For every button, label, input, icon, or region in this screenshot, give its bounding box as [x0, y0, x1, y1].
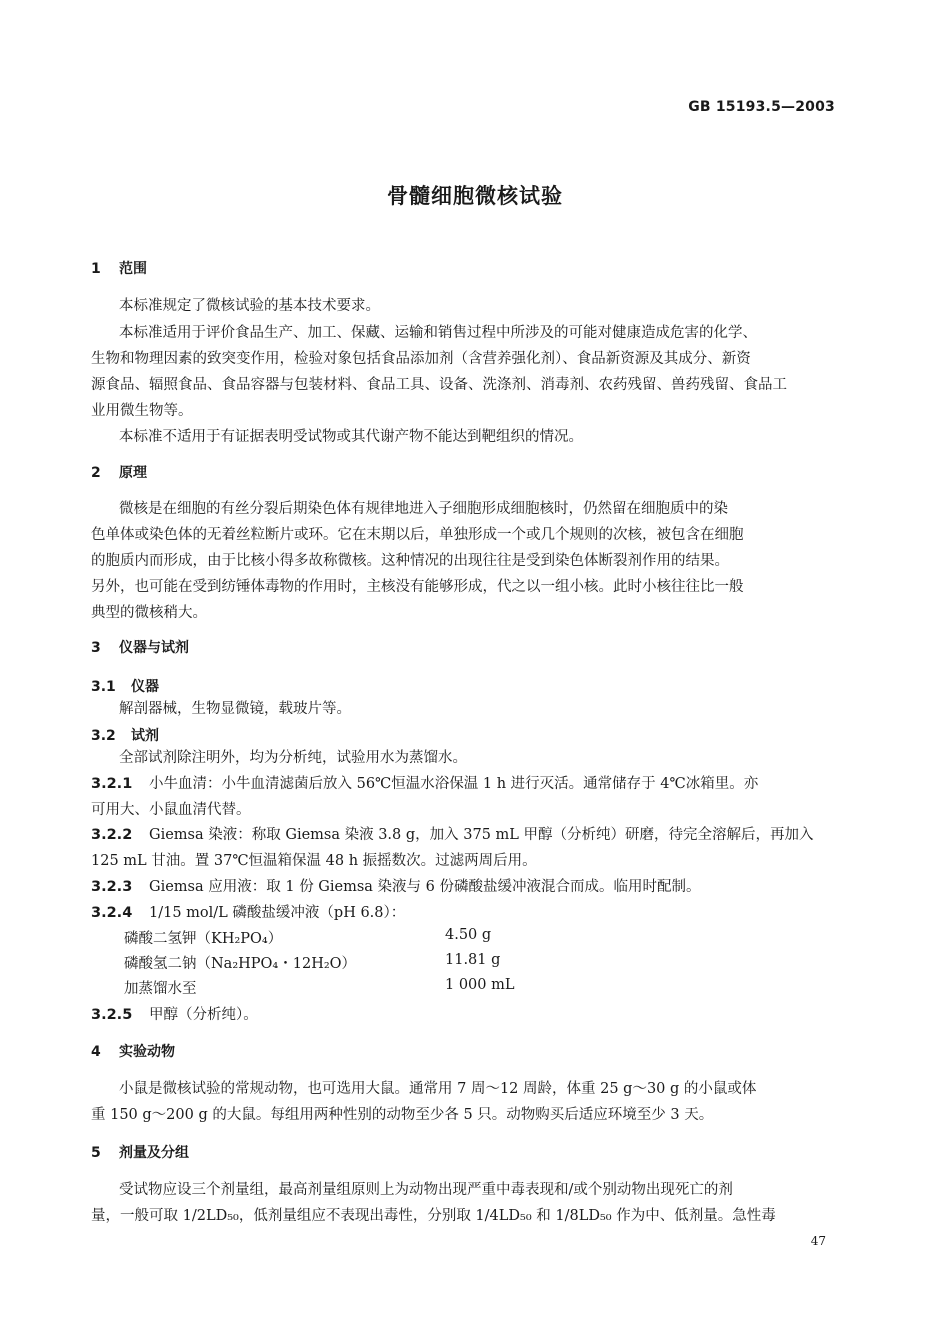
reagent-amount: 11.81 g: [445, 952, 501, 968]
paragraph-line: 本标准不适用于有证据表明受试物或其代谢产物不能达到靶组织的情况。: [119, 429, 583, 445]
section-2-heading: [91, 462, 147, 482]
reagent-name: 磷酸氢二钠（Na₂HPO₄・12H₂O）: [124, 956, 357, 972]
section-title: 仪器: [131, 679, 159, 695]
page-number: 47: [810, 1234, 826, 1248]
paragraph-line: 源食品、辐照食品、食品容器与包装材料、食品工具、设备、洗涤剂、消毒剂、农药残留、兽药残留、食品工: [91, 377, 787, 393]
reagent-amount: 1 000 mL: [445, 977, 515, 993]
clause-number: 3.2.5: [91, 1007, 133, 1023]
section-number: 4: [91, 1044, 101, 1060]
paragraph-line: 另外，也可能在受到纺锤体毒物的作用时，主核没有能够形成，代之以一组小核。此时小核往往比一般: [91, 579, 744, 595]
paragraph-line: 生物和物理因素的致突变作用，检验对象包括食品添加剂（含营养强化剂）、食品新资源及其成分、新资: [91, 351, 751, 367]
clause-3-2-1: [91, 772, 758, 793]
section-number: 2: [91, 465, 101, 481]
paragraph-line: 微核是在细胞的有丝分裂后期染色体有规律地进入子细胞形成细胞核时，仍然留在细胞质中的染: [119, 501, 728, 517]
clause-text: Giemsa 染液：称取 Giemsa 染液 3.8 g，加入 375 mL 甲醇（分析纯）研磨，待完全溶解后，再加入: [149, 827, 814, 843]
paragraph-line: 125 mL 甘油。置 37℃恒温箱保温 48 h 振摇数次。过滤两周后用。: [91, 853, 537, 869]
clause-text: 小牛血清：小牛血清滤菌后放入 56℃恒温水浴保温 1 h 进行灭活。通常储存于 4℃冰箱里。亦: [149, 776, 759, 792]
paragraph-line: 重 150 g～200 g 的大鼠。每组用两种性别的动物至少各 5 只。动物购买后适应环境至少 3 天。: [91, 1107, 714, 1123]
reagent-amount: 4.50 g: [445, 927, 492, 943]
section-3-1-heading: [91, 676, 159, 696]
section-number: 1: [91, 261, 101, 277]
paragraph-line: 受试物应设三个剂量组，最高剂量组原则上为动物出现严重中毒表现和/或个别动物出现死亡的剂: [119, 1182, 733, 1198]
section-title: 试剂: [131, 728, 159, 744]
paragraph-line: 的胞质内而形成，由于比核小得多故称微核。这种情况的出现往往是受到染色体断裂剂作用的结果。: [91, 553, 729, 569]
section-5-heading: [91, 1142, 189, 1162]
paragraph-line: 全部试剂除注明外，均为分析纯，试验用水为蒸馏水。: [119, 750, 467, 766]
clause-number: 3.2.2: [91, 827, 133, 843]
section-number: 5: [91, 1145, 101, 1161]
section-title: 实验动物: [119, 1044, 175, 1060]
reagent-name: 加蒸馏水至: [124, 981, 197, 997]
paragraph-line: 色单体或染色体的无着丝粒断片或环。它在末期以后，单独形成一个或几个规则的次核，被包含在细胞: [91, 527, 744, 543]
clause-text: 甲醇（分析纯）。: [149, 1007, 258, 1023]
paragraph-line: 可用大、小鼠血清代替。: [91, 802, 251, 818]
section-title: 仪器与试剂: [119, 640, 189, 656]
section-title: 范围: [119, 261, 147, 277]
paragraph-line: 解剖器械，生物显微镜，载玻片等。: [119, 701, 351, 717]
paragraph-line: 本标准适用于评价食品生产、加工、保藏、运输和销售过程中所涉及的可能对健康造成危害的化学、: [119, 325, 757, 341]
section-title: 原理: [119, 465, 147, 481]
section-4-heading: [91, 1041, 175, 1061]
section-number: 3.1: [91, 679, 116, 695]
paragraph-line: 本标准规定了微核试验的基本技术要求。: [119, 298, 380, 314]
section-1-heading: [91, 258, 147, 278]
clause-3-2-4: [91, 901, 405, 922]
paragraph-line: 小鼠是微核试验的常规动物，也可选用大鼠。通常用 7 周～12 周龄，体重 25 g～30 g 的小鼠或体: [119, 1081, 757, 1097]
section-3-2-heading: [91, 725, 159, 745]
standard-code: GB 15193.5—2003: [688, 99, 835, 115]
paragraph-line: 典型的微核稍大。: [91, 605, 207, 621]
clause-3-2-2: [91, 823, 814, 844]
clause-text: 1/15 mol/L 磷酸盐缓冲液（pH 6.8）：: [149, 905, 406, 921]
clause-number: 3.2.1: [91, 776, 133, 792]
page-title: 骨髓细胞微核试验: [387, 184, 563, 208]
paragraph-line: 量，一般可取 1/2LD₅₀，低剂量组应不表现出毒性，分别取 1/4LD₅₀ 和 1/8LD₅₀ 作为中、低剂量。急性毒: [91, 1208, 776, 1224]
clause-number: 3.2.4: [91, 905, 133, 921]
section-3-heading: [91, 637, 189, 657]
clause-3-2-3: [91, 875, 701, 896]
section-number: 3: [91, 640, 101, 656]
clause-number: 3.2.3: [91, 879, 133, 895]
reagent-name: 磷酸二氢钾（KH₂PO₄）: [124, 931, 283, 947]
section-number: 3.2: [91, 728, 116, 744]
paragraph-line: 业用微生物等。: [91, 403, 193, 419]
clause-3-2-5: [91, 1003, 258, 1024]
section-title: 剂量及分组: [119, 1145, 189, 1161]
clause-text: Giemsa 应用液：取 1 份 Giemsa 染液与 6 份磷酸盐缓冲液混合而成。临用时配制。: [149, 879, 701, 895]
